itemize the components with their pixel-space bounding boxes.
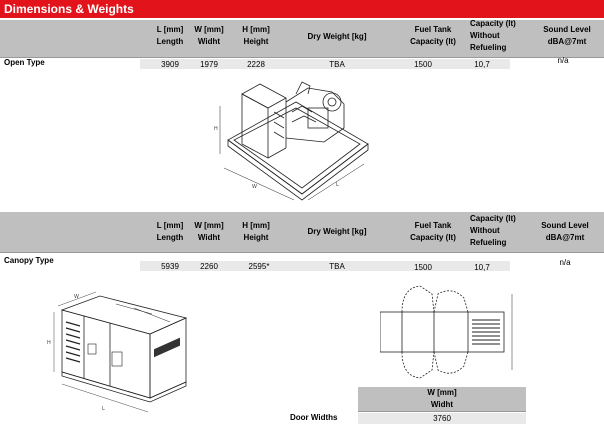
col-height-label-2: Height — [243, 233, 269, 242]
open-type-capacity: 10,7 — [474, 60, 490, 69]
col-width-label: Widht — [197, 37, 221, 46]
col-fuel-tank-unit: Capacity (lt) — [410, 37, 456, 46]
section-title-bar — [0, 0, 604, 18]
canopy-top-view-drawing — [380, 284, 520, 380]
col-dry-weight-label: Dry Weight [kg] — [307, 32, 367, 41]
col-width-header-2 — [190, 220, 228, 244]
open-type-label: Open Type — [4, 58, 45, 67]
canopy-type-height: 2595* — [248, 262, 270, 271]
col-sound-header-2 — [532, 220, 598, 244]
col-height-unit: H [mm] — [242, 25, 270, 34]
col-width-label-2: Widht — [197, 233, 221, 242]
col-width-unit-2: W [mm] — [194, 221, 224, 230]
col-capacity-header — [470, 18, 526, 54]
col-sound-unit-2: dBA@7mt — [545, 233, 585, 242]
col-width-unit: W [mm] — [194, 25, 224, 34]
svg-text:H: H — [47, 340, 51, 346]
svg-text:L: L — [102, 406, 105, 412]
col-height-label: Height — [243, 37, 269, 46]
col-length-unit: L [mm] — [156, 25, 184, 34]
section-title: Dimensions & Weights — [4, 2, 134, 16]
col-capacity-unit: Capacity (lt) — [470, 19, 516, 28]
door-widths-header-text — [358, 387, 526, 411]
col-sound-label-2: Sound Level — [541, 221, 589, 230]
col-dry-weight-header — [294, 31, 380, 43]
canopy-type-divider — [0, 252, 604, 253]
col-width-header — [190, 24, 228, 48]
col-capacity-unit-2: Capacity (lt) — [470, 214, 516, 223]
col-length-unit-2: L [mm] — [156, 221, 184, 230]
canopy-type-label: Canopy Type — [4, 256, 54, 265]
canopy-type-dry-weight: TBA — [329, 262, 345, 271]
door-widths-col-label: Widht — [430, 400, 454, 409]
col-fuel-tank-unit-2: Capacity (lt) — [410, 233, 456, 242]
door-widths-divider — [358, 411, 526, 412]
col-sound-header — [536, 24, 598, 48]
open-type-width: 1979 — [200, 60, 218, 69]
col-fuel-tank-label: Fuel Tank — [414, 25, 452, 34]
open-type-fuel-tank: 1500 — [414, 60, 432, 69]
open-type-height: 2228 — [247, 60, 265, 69]
col-fuel-tank-header — [405, 24, 461, 48]
col-dry-weight-label-2: Dry Weight [kg] — [307, 227, 367, 236]
open-type-sound: n/a — [557, 56, 569, 65]
canopy-isometric-drawing — [40, 286, 200, 426]
svg-text:H: H — [214, 126, 218, 132]
col-capacity-label: Without — [470, 31, 500, 40]
col-dry-weight-header-2 — [294, 226, 380, 238]
door-widths-value: 3760 — [433, 414, 451, 423]
canopy-type-width: 2260 — [200, 262, 218, 271]
col-height-header — [236, 24, 276, 48]
canopy-type-sound: n/a — [559, 258, 571, 267]
canopy-type-fuel-tank: 1500 — [414, 263, 432, 272]
door-widths-unit: W [mm] — [427, 388, 457, 397]
col-capacity-header-2 — [470, 213, 526, 249]
col-height-unit-2: H [mm] — [242, 221, 270, 230]
col-capacity-sub: Refueling — [470, 43, 507, 52]
open-type-dry-weight: TBA — [329, 60, 345, 69]
col-length-header-2 — [152, 220, 188, 244]
door-widths-value-band — [358, 413, 526, 424]
col-capacity-sub-2: Refueling — [470, 238, 507, 247]
col-length-header — [152, 24, 188, 48]
canopy-type-capacity: 10,7 — [474, 263, 490, 272]
col-fuel-tank-header-2 — [405, 220, 461, 244]
col-height-header-2 — [236, 220, 276, 244]
svg-text:L: L — [336, 182, 339, 188]
col-length-label: Length — [156, 37, 184, 46]
open-type-divider — [0, 57, 604, 58]
open-type-length: 3909 — [161, 60, 179, 69]
col-sound-label: Sound Level — [543, 25, 591, 34]
open-type-generator-drawing — [212, 72, 372, 202]
col-length-label-2: Length — [156, 233, 184, 242]
door-widths-label: Door Widths — [290, 413, 338, 422]
col-capacity-label-2: Without — [470, 226, 500, 235]
canopy-type-length: 5939 — [161, 262, 179, 271]
svg-text:W: W — [74, 294, 79, 300]
col-fuel-tank-label-2: Fuel Tank — [414, 221, 452, 230]
svg-text:W: W — [252, 184, 257, 190]
col-sound-unit: dBA@7mt — [547, 37, 587, 46]
door-widths-header — [358, 387, 526, 411]
